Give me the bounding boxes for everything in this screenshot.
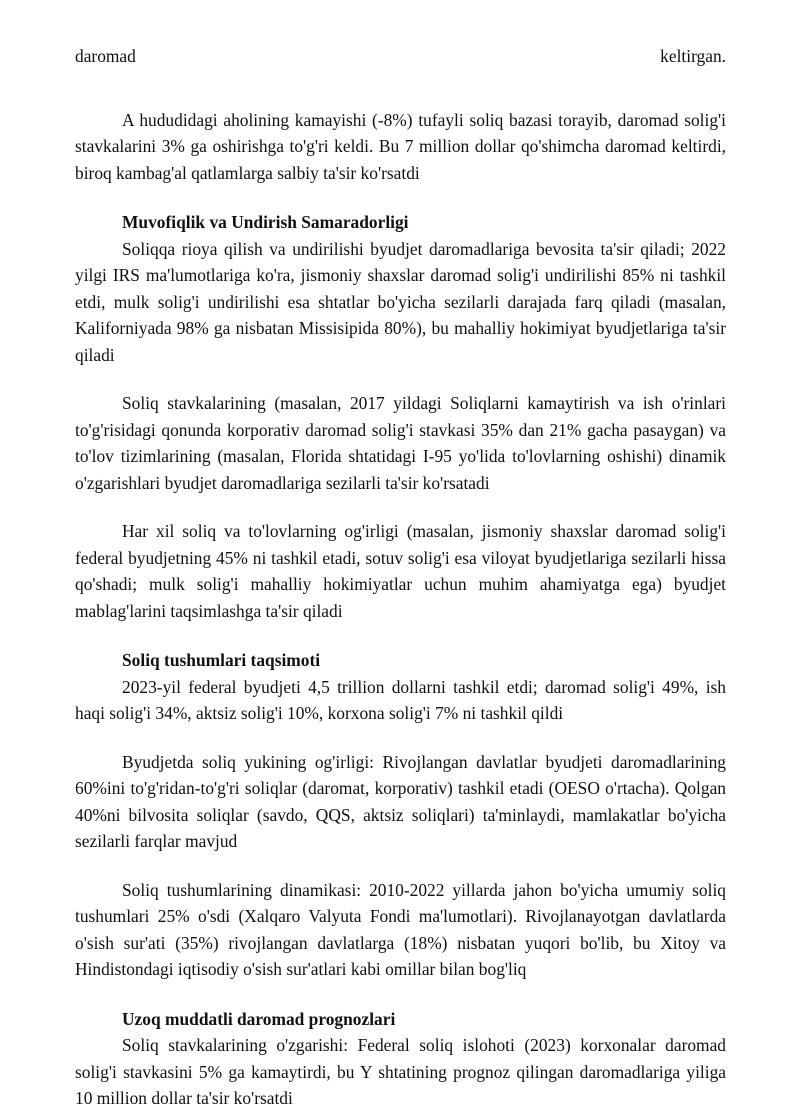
continued-word-left: daromad bbox=[75, 46, 136, 66]
continued-word-right: keltirgan. bbox=[660, 46, 726, 66]
paragraph-revenue-dynamics: Soliq tushumlarining dinamikasi: 2010-2022 yillarda jahon bo'yicha umumiy soliq tushumlari 25% o'sdi (Xalqaro Valyuta Fondi ma'lumotlari). Rivojlanayotgan davlatlarda o'sish sur'ati (35%) rivojlangan davlatlarga (18%) nisbatan yuqori bo'lib, bu Xitoy va Hindistondagi iqtisodiy o'sish sur'atlari kabi omillar bilan bog'liq bbox=[75, 879, 726, 979]
paragraph-rate-change-forecast: Soliq stavkalarining o'zgarishi: Federal soliq islohoti (2023) korxonalar daromad solig'i stavkasini 5% ga kamaytirdi, bu Y shtatining prognoz qilingan daromadlariga yiliga 10 million dollar ta'sir ko'rsatdi bbox=[75, 1035, 726, 1108]
paragraph-population-decline: A hududidagi aholining kamayishi (-8%) tufayli soliq bazasi torayib, daromad solig'i stavkalarini 3% ga oshirishga to'g'ri keldi. Bu 7 million dollar qo'shimcha daromad keltirdi, biroq kambag'al qatlamlarga salbiy ta'sir ko'rsatdi bbox=[75, 109, 726, 183]
paragraph-tax-rate-changes: Soliq stavkalarining (masalan, 2017 yildagi Soliqlarni kamaytirish va ish o'rinlari to'g'risidagi qonunda korporativ daromad solig'i stavkasi 35% dan 21% gacha pasaygan) va to'lov tizimlarining (masalan, Florida shtatidagi I-95 yo'lida to'lovlarning oshishi) dinamik o'zgarishlari byudjet daromadlariga sezilarli ta'sir ko'rsatadi bbox=[75, 393, 726, 493]
paragraph-tax-weights: Har xil soliq va to'lovlarning og'irligi (masalan, jismoniy shaxslar daromad solig'i federal byudjetning 45% ni tashkil etadi, sotuv solig'i esa viloyat byudjetlariga sezilarli hissa qo'shadi; mulk solig'i mahalliy hokimiyatlar uchun muhim ahamiyatga ega) byudjet mablag'larini taqsimlashga ta'sir qiladi bbox=[75, 521, 726, 621]
heading-revenue-distribution: Soliq tushumlari taqsimoti bbox=[122, 650, 321, 670]
paragraph-compliance: Soliqqa rioya qilish va undirilishi byudjet daromadlariga bevosita ta'sir qiladi; 2022 yilgi IRS ma'lumotlariga ko'ra, jismoniy shaxslar daromad solig'i undirilishi 85% ni tashkil etdi, mulk solig'i undirilishi esa shtatlar bo'yicha sezilarli darajada farq qiladi (masalan, Kaliforniyada 98% ga nisbatan Missisipida 80%), bu mahalliy hokimiyat byudjetlariga ta'sir qiladi bbox=[75, 238, 726, 365]
paragraph-tax-burden: Byudjetda soliq yukining og'irligi: Rivojlangan davlatlar byudjeti daromadlarining 60%ini to'g'ridan-to'g'ri soliqlar (daromat, korporativ) tashkil etadi (OESO o'rtacha). Qolgan 40%ni bilvosita soliqlar (savdo, QQS, aktsiz soliqlari) ta'minlaydi, mamlakatlar bo'yicha sezilarli farqlar mavjud bbox=[75, 751, 726, 851]
continued-line bbox=[75, 43, 726, 70]
document-page bbox=[75, 43, 726, 1112]
heading-long-term-forecasts: Uzoq muddatli daromad prognozlari bbox=[122, 1008, 396, 1029]
paragraph-federal-budget: 2023-yil federal byudjeti 4,5 trillion dollarni tashkil etdi; daromad solig'i 49%, ish haqi solig'i 34%, aktsiz solig'i 10%, korxona solig'i 7% ni tashkil qildi bbox=[75, 676, 726, 723]
heading-compliance: Muvofiqlik va Undirish Samaradorligi bbox=[122, 212, 409, 232]
